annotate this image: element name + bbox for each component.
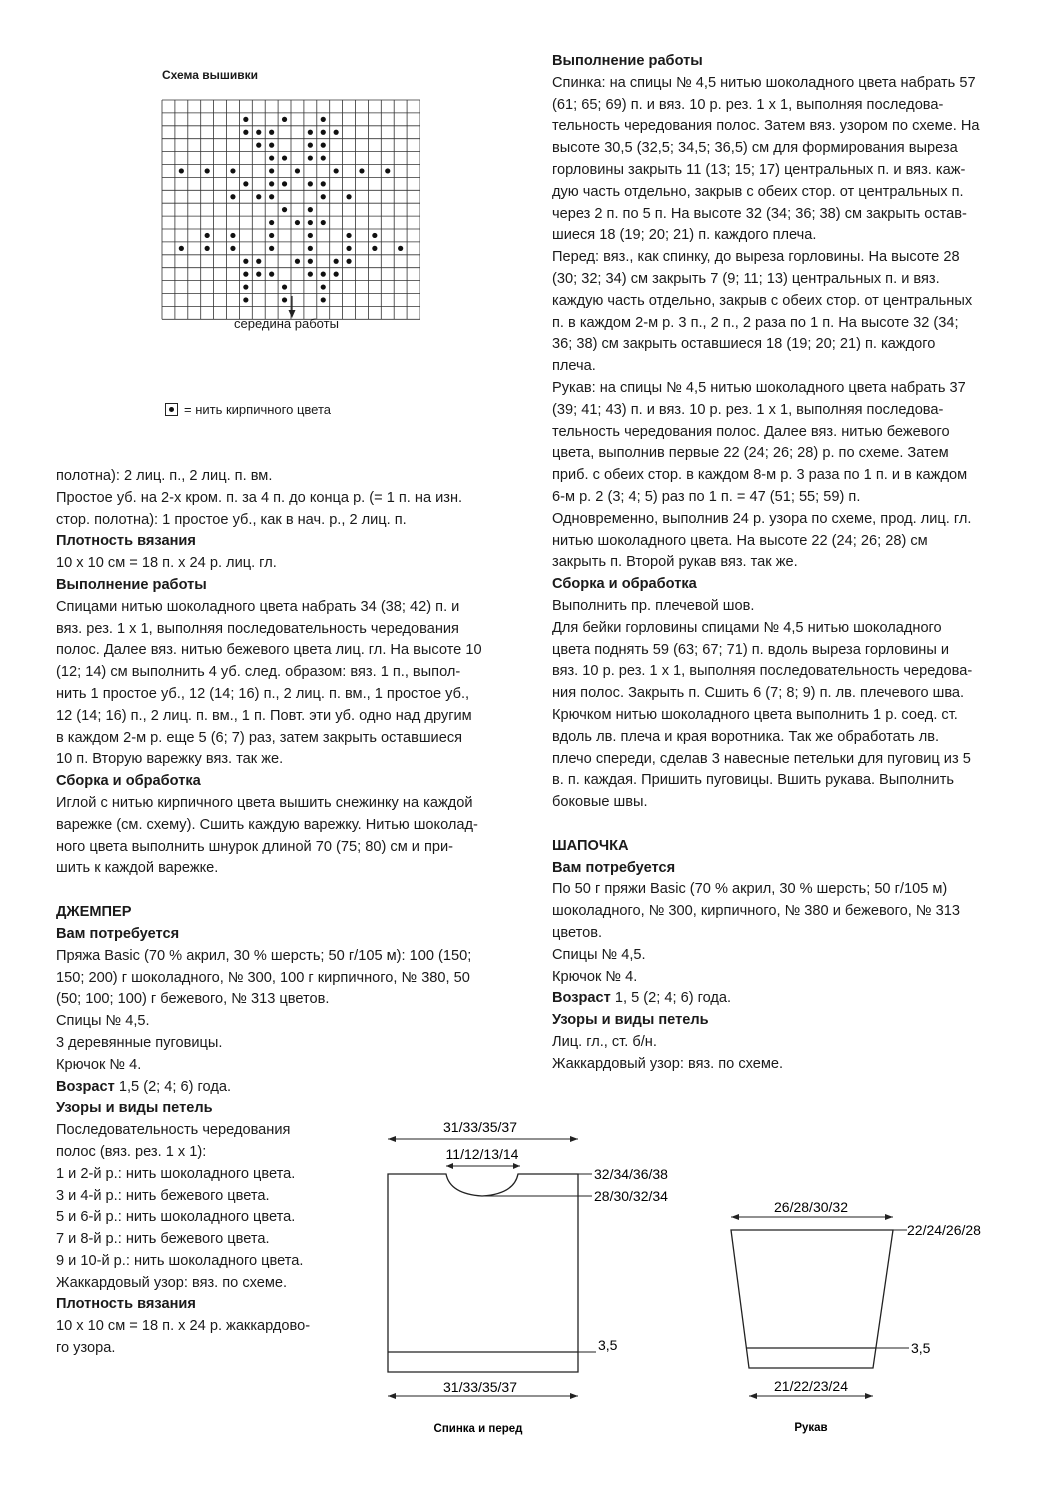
stitch-dot	[269, 194, 274, 199]
text-line: Простое уб. на 2-х кром. п. за 4 п. до конца р. (= 1 п. на изн.	[56, 489, 463, 506]
arrow-left-icon	[749, 1393, 757, 1399]
arrow-left-icon	[388, 1393, 396, 1399]
stitch-dot	[256, 272, 261, 277]
stitch-dot	[205, 168, 210, 173]
text-line: нить 1 простое уб., 12 (14; 16) п., 2 лиц. п. вм., 1 простое уб.,	[56, 685, 470, 702]
stitch-dot	[321, 130, 326, 135]
heading-work: Выполнение работы	[56, 576, 207, 593]
text-line: 36; 38) см закрыть оставшиеся 18 (19; 20; 21) п. каждого	[552, 336, 936, 353]
text-line: плечо спереди, сделав 3 навесные петельки для пуговиц из 5	[552, 750, 971, 767]
stitch-dot	[243, 297, 248, 302]
stitch-dot	[334, 168, 339, 173]
text-line: 7 и 8-й р.: нить бежевого цвета.	[56, 1231, 270, 1248]
text-line: 5 и 6-й р.: нить шоколадного цвета.	[56, 1209, 296, 1226]
dim-neck-width: 11/12/13/14	[445, 1146, 519, 1162]
stitch-dot	[321, 272, 326, 277]
text-line: Спицы № 4,5.	[552, 946, 646, 963]
dim-total-height: 32/34/36/38	[594, 1166, 668, 1182]
text-line: боковые швы.	[552, 794, 648, 811]
arrow-right-icon	[885, 1214, 893, 1220]
stitch-dot	[282, 284, 287, 289]
right-column	[552, 51, 1032, 1076]
need-right-text	[552, 879, 1032, 988]
stitch-dot	[308, 130, 313, 135]
stitch-dot	[230, 246, 235, 251]
stitch-dot	[321, 220, 326, 225]
text-line: Жаккардовый узор: вяз. по схеме.	[56, 1274, 288, 1291]
text-line: Крючком нитью шоколадного цвета выполнить 1 р. соед. ст.	[552, 706, 958, 723]
heading-assembly-right: Сборка и обработка	[552, 576, 697, 593]
stitch-dot	[346, 246, 351, 251]
stitch-dot	[243, 117, 248, 122]
text-line: плеча.	[552, 358, 596, 375]
dim-sleeve-height: 22/24/26/28	[907, 1222, 981, 1238]
text-line: каждую часть отдельно, закрыв с обеих стор. от центральных	[552, 292, 973, 309]
age-label: Возраст	[552, 990, 611, 1007]
text-line: (50; 100; 100) г бежевого, № 313 цветов.	[56, 991, 330, 1008]
work-text	[56, 597, 526, 771]
stitch-dot	[372, 233, 377, 238]
text-line: Пряжа Basic (70 % акрил, 30 % шерсть; 50 г/105 м): 100 (150;	[56, 947, 472, 964]
stitch-dot	[321, 143, 326, 148]
dim-bottom-width: 31/33/35/37	[443, 1379, 517, 1395]
age-line	[56, 1077, 526, 1099]
heading-assembly: Сборка и обработка	[56, 773, 201, 790]
stitch-dot	[334, 130, 339, 135]
stitch-dot	[282, 207, 287, 212]
stitch-dot	[256, 259, 261, 264]
text-line: шоколадного, № 300, кирпичного, № 380 и бежевого, № 313	[552, 903, 960, 920]
dim-sleeve-top: 26/28/30/32	[774, 1199, 848, 1215]
stitch-dot	[256, 130, 261, 135]
stitch-dot	[308, 259, 313, 264]
text-line: Крючок № 4.	[56, 1056, 142, 1073]
text-line: Выполнить пр. плечевой шов.	[552, 597, 755, 614]
stitch-dot	[282, 155, 287, 160]
text-line: Спицами нитью шоколадного цвета набрать 34 (38; 42) п. и	[56, 598, 460, 615]
text-line: нитью шоколадного цвета. На высоте 22 (24; 26; 28) см	[552, 532, 928, 549]
stitch-dot	[256, 194, 261, 199]
stitch-dot	[269, 130, 274, 135]
stitch-dot	[269, 181, 274, 186]
stitch-dot	[346, 233, 351, 238]
text-line: 150; 200) г шоколадного, № 300, 100 г кирпичного, № 380, 50	[56, 969, 470, 986]
text-line: горловины закрыть 11 (13; 15; 17) центральных п. и вяз. каж-	[552, 161, 966, 178]
heading-work-right: Выполнение работы	[552, 53, 703, 69]
arrow-left-icon	[446, 1163, 453, 1169]
dim-neck-height: 28/30/32/34	[594, 1188, 668, 1204]
stitch-dot	[359, 168, 364, 173]
stitch-dot	[308, 233, 313, 238]
text-line: Спицы № 4,5.	[56, 1013, 150, 1030]
legend	[165, 402, 331, 417]
body-outline	[388, 1174, 578, 1372]
text-line: Последовательность чередования	[56, 1122, 291, 1139]
text-line: 9 и 10-й р.: нить шоколадного цвета.	[56, 1252, 304, 1269]
heading-density: Плотность вязания	[56, 533, 196, 550]
dim-rib-height: 3,5	[598, 1337, 618, 1353]
stitch-dot	[321, 117, 326, 122]
stitch-dot	[243, 130, 248, 135]
text-line: шиеся 18 (19; 20; 21) п. каждого плеча.	[552, 227, 817, 244]
stitch-dot	[308, 207, 313, 212]
stitch-dot	[269, 272, 274, 277]
stitch-dot	[205, 246, 210, 251]
stitch-dot	[308, 246, 313, 251]
stitch-dot	[243, 284, 248, 289]
arrow-right-icon	[513, 1163, 520, 1169]
body-caption: Спинка и перед	[433, 1423, 523, 1435]
text-line: 10 п. Вторую варежку вяз. так же.	[56, 751, 284, 768]
stitch-dot	[321, 284, 326, 289]
dim-top-width: 31/33/35/37	[443, 1119, 517, 1135]
stitch-dot	[230, 233, 235, 238]
stitch-dot	[295, 220, 300, 225]
text-line: 10 х 10 см = 18 п. х 24 р. лиц. гл.	[56, 555, 277, 572]
text-line: цветов.	[552, 925, 603, 942]
arrow-right-icon	[570, 1393, 578, 1399]
text-line: Спинка: на спицы № 4,5 нитью шоколадного цвета набрать 57	[552, 74, 976, 91]
text-line: приб. с обеих стор. в каждом 8-м р. 3 раза по 1 п. и в каждом	[552, 467, 968, 484]
stitch-dot	[308, 143, 313, 148]
stitch-dot	[269, 246, 274, 251]
text-line: (39; 41; 43) п. и вяз. 10 р. рез. 1 х 1, выполняя последова-	[552, 401, 944, 418]
age-value: 1, 5 (2; 4; 6) года.	[610, 990, 732, 1007]
stitch-dot	[269, 233, 274, 238]
text-line: 1 и 2-й р.: нить шоколадного цвета.	[56, 1165, 296, 1182]
text-line: 12 (14; 16) п., 2 лиц. п. вм., 1 п. Повт. эти уб. одно над другим	[56, 707, 472, 724]
need-text	[56, 946, 526, 1077]
stitch-dot	[308, 220, 313, 225]
sleeve-pattern-diagram	[725, 1190, 1025, 1440]
stitch-dot	[282, 297, 287, 302]
text-line: цвета, выполнив первые 22 (24; 26; 28) р. по схеме. Затем	[552, 445, 949, 462]
text-line: варежке (см. схему). Сшить каждую варежку. Нитью шоколад-	[56, 816, 478, 833]
text-line: стор. полотна): 1 простое уб., как в нач. р., 2 лиц. п.	[56, 511, 407, 528]
section-title-jumper: ДЖЕМПЕР	[56, 904, 132, 921]
stitch-dot	[230, 194, 235, 199]
stitch-dot	[243, 181, 248, 186]
text-line: ния полос. Закрыть п. Сшить 6 (7; 8; 9) п. лв. плечевого шва.	[552, 685, 965, 702]
text-line: тельность чередования полос. Затем вяз. узором по схеме. На	[552, 118, 980, 135]
stitch-dot	[346, 259, 351, 264]
text-line: в каждом 2-м р. еще 5 (6; 7) раз, затем закрыть оставшиеся	[56, 729, 463, 746]
text-line: тельность чередования полос. Далее вяз. нитью бежевого	[552, 423, 950, 440]
text-line: 6-м р. 2 (3; 4; 5) раз по 1 п. = 47 (51; 55; 59) п.	[552, 488, 861, 505]
heading-need-right: Вам потребуется	[552, 859, 676, 876]
text-line: вяз. 10 р. рез. 1 х 1, выполняя последовательность чередова-	[552, 663, 973, 680]
stitch-dot	[282, 181, 287, 186]
text-line: Перед: вяз., как спинку, до выреза горловины. На высоте 28	[552, 249, 960, 266]
stitch-dot	[269, 220, 274, 225]
age-value: 1,5 (2; 4; 6) года.	[114, 1078, 232, 1095]
section-title-hat: ШАПОЧКА	[552, 837, 629, 854]
text-line: п. в каждом 2-м р. 3 п., 2 п., 2 раза по 1 п. На высоте 32 (34;	[552, 314, 959, 331]
dim-sleeve-bottom: 21/22/23/24	[774, 1378, 848, 1394]
text-line: цвета поднять 59 (63; 67; 71) п. вдоль выреза горловины и	[552, 641, 950, 658]
text-line: дую часть отдельно, закрыв с обеих стор. от центральных п.	[552, 183, 964, 200]
text-line: полотна): 2 лиц. п., 2 лиц. п. вм.	[56, 468, 273, 484]
stitch-dot	[179, 246, 184, 251]
stitch-dot	[243, 272, 248, 277]
dim-sleeve-rib: 3,5	[911, 1340, 931, 1356]
heading-density-2: Плотность вязания	[56, 1296, 196, 1313]
text-line: 10 х 10 см = 18 п. х 24 р. жаккардово-	[56, 1318, 311, 1335]
text-line: полос. Далее вяз. нитью бежевого цвета лиц. гл. На высоте 10	[56, 642, 482, 659]
age-line	[552, 988, 1032, 1010]
stitch-dot	[385, 168, 390, 173]
stitch-dot	[243, 259, 248, 264]
stitch-dot	[334, 259, 339, 264]
text-line: полос (вяз. рез. 1 х 1):	[56, 1143, 207, 1160]
stitch-dot	[256, 143, 261, 148]
legend-text: = нить кирпичного цвета	[184, 402, 331, 417]
stitch-dot	[282, 117, 287, 122]
text-line: закрыть п. Второй рукав вяз. так же.	[552, 554, 798, 571]
text-line: шить к каждой варежке.	[56, 860, 219, 877]
legend-dot-icon	[165, 403, 178, 416]
text-line: Крючок № 4.	[552, 968, 638, 985]
center-label: середина работы	[234, 316, 339, 331]
stitch-dot	[321, 181, 326, 186]
stitch-dot	[269, 143, 274, 148]
body-pattern-diagram	[380, 1110, 710, 1440]
stitch-dot	[308, 272, 313, 277]
heading-patterns-right: Узоры и виды петель	[552, 1012, 709, 1029]
arrow-right-icon	[865, 1393, 873, 1399]
text-line: (61; 65; 69) п. и вяз. 10 р. рез. 1 х 1, выполняя последова-	[552, 96, 944, 113]
arrow-right-icon	[570, 1136, 578, 1142]
scheme-title: Схема вышивки	[162, 68, 259, 82]
stitch-dot	[230, 168, 235, 173]
embroidery-chart	[160, 98, 420, 320]
stitch-dot	[372, 246, 377, 251]
text-line: Для бейки горловины спицами № 4,5 нитью шоколадного	[552, 619, 942, 636]
text-line: Лиц. гл., ст. б/н.	[552, 1034, 657, 1051]
stitch-dot	[295, 259, 300, 264]
text-line: (12; 14) см выполнить 4 уб. след. образом: вяз. 1 п., выпол-	[56, 664, 461, 681]
stitch-dot	[334, 272, 339, 277]
text-line: высоте 30,5 (32,5; 34,5; 36,5) см для формирования выреза	[552, 140, 958, 157]
text-line: По 50 г пряжи Basic (70 % акрил, 30 % шерсть; 50 г/105 м)	[552, 881, 948, 898]
stitch-dot	[308, 155, 313, 160]
stitch-dot	[321, 155, 326, 160]
stitch-dot	[179, 168, 184, 173]
text-line: в. п. каждая. Пришить пуговицы. Вшить рукава. Выполнить	[552, 772, 954, 789]
text-line: ного цвета выполнить шнурок длиной 70 (75; 80) см и при-	[56, 838, 454, 855]
text-line: Рукав: на спицы № 4,5 нитью шоколадного цвета набрать 37	[552, 379, 966, 396]
text-line: вяз. рез. 1 х 1, выполняя последовательность чередования	[56, 620, 459, 637]
sleeve-caption: Рукав	[794, 1422, 828, 1434]
sleeve-outline	[731, 1230, 893, 1368]
age-label: Возраст	[56, 1078, 115, 1095]
stitch-dot	[308, 181, 313, 186]
stitch-dot	[321, 194, 326, 199]
heading-need: Вам потребуется	[56, 925, 180, 942]
stitch-dot	[346, 194, 351, 199]
arrow-left-icon	[731, 1214, 739, 1220]
text-line: через 2 п. по 5 п. На высоте 32 (34; 36; 38) см закрыть остав-	[552, 205, 967, 222]
stitch-dot	[398, 246, 403, 251]
stitch-dot	[205, 233, 210, 238]
assembly-right-text	[552, 596, 1032, 814]
text-line: 3 и 4-й р.: нить бежевого цвета.	[56, 1187, 270, 1204]
assembly-text	[56, 793, 526, 880]
stitch-dot	[295, 168, 300, 173]
text-line: Иглой с нитью кирпичного цвета вышить снежинку на каждой	[56, 794, 473, 811]
stitch-dot	[269, 155, 274, 160]
text-line: 3 деревянные пуговицы.	[56, 1034, 223, 1051]
text-line: го узора.	[56, 1340, 116, 1357]
stitch-dot	[269, 168, 274, 173]
arrow-left-icon	[388, 1136, 396, 1142]
stitch-dot	[321, 297, 326, 302]
heading-patterns: Узоры и виды петель	[56, 1100, 213, 1117]
text-line: (30; 32; 34) см закрыть 7 (9; 11; 13) центральных п. и вяз.	[552, 270, 940, 287]
text-line: вдоль лв. плеча и края воротника. Так же обработать лв.	[552, 728, 940, 745]
left-intro	[56, 466, 526, 531]
text-line: Одновременно, выполнив 24 р. узора по схеме, прод. лиц. гл.	[552, 510, 972, 527]
work-right-text	[552, 73, 1032, 574]
text-line: Жаккардовый узор: вяз. по схеме.	[552, 1055, 784, 1072]
